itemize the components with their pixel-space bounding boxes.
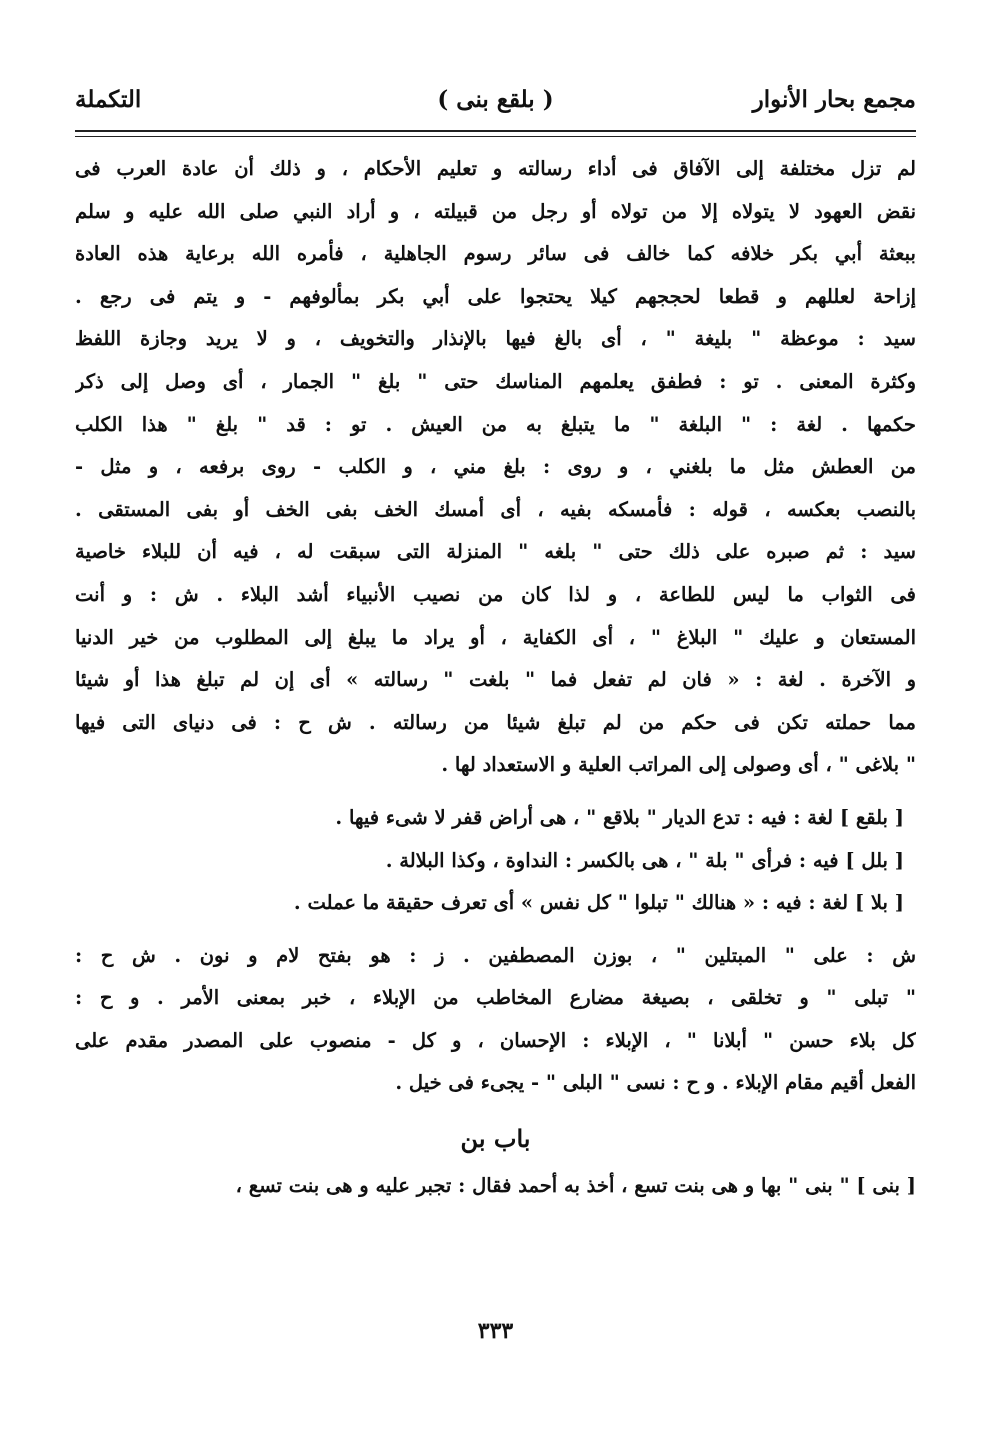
spacer: [75, 787, 916, 797]
book-title: مجمع بحار الأنوار: [752, 86, 916, 113]
text-line: فى الثواب ما ليس للطاعة ، و لذا كان من نصيب الأنبياء أشد البلاء . ش : و أنت: [75, 582, 916, 606]
text-line: من العطش مثل ما بلغني ، و روى : بلغ مني ، و الكلب - روى برفعه ، و مثل -: [75, 455, 916, 479]
dictionary-entry: [ بنى ] " بنى " بها و هى بنت تسع ، أخذ به أحمد فقال : تجبر عليه و هى بنت تسع ،: [235, 1174, 916, 1198]
text-line: " تبلى " و تخلقى ، بصيغة مضارع المخاطب من الإبلاء ، خبر بمعنى الأمر . و ح :: [75, 986, 916, 1010]
paragraph-main: [75, 148, 916, 787]
paragraph-secondary: [75, 935, 916, 1105]
header-rule-thin: [75, 136, 916, 137]
text-line: حكمها . لغة : " البلغة " ما يتبلغ به من العيش . تو : قد " بلغ " هذا الكلب: [75, 412, 916, 436]
page-keywords: ( بلقع بنى ): [437, 86, 554, 113]
entries-list: [75, 797, 916, 925]
text-line: وكثرة المعنى . تو : فطفق يعلمهم المناسك حتى " بلغ " الجمار ، أى وصل إلى ذكر: [75, 369, 916, 393]
text-line: سيد : موعظة " بليغة " ، أى بالغ فيها بالإنذار والتخويف ، و لا يريد وجازة اللفظ: [75, 327, 916, 351]
page-body: [75, 148, 916, 1208]
text-line: ببعثة أبي بكر خلافه كما خالف فى سائر رسوم الجاهلية ، فأمره الله برعاية هذه العادة: [75, 242, 916, 266]
text-line: و الآخرة . لغة : « فان لم تفعل فما " بلغت " رسالته » أى إن لم تبلغ هذا أو شيئا: [75, 668, 916, 692]
dictionary-entry: [ بلقع ] لغة : فيه : تدع الديار " بلاقع " ، هى أراض قفر لا شىء فيها .: [335, 805, 904, 829]
text-line: كل بلاء حسن " أبلانا " ، الإبلاء : الإحسان ، و كل - منصوب على المصدر مقدم على: [75, 1028, 916, 1052]
text-line: الفعل أقيم مقام الإبلاء . و ح : نسى " البلى " - يجىء فى خيل .: [395, 1071, 916, 1095]
dictionary-entry: [ بلل ] فيه : فرأى " بلة " ، هى بالكسر : النداوة ، وكذا البلالة .: [385, 848, 904, 872]
text-line: ش : على " المبتلين " ، بوزن المصطفين . ز : هو بفتح لام و نون . ش ح :: [75, 943, 916, 967]
text-line: بالنصب بعكسه ، قوله : فأمسكه بفيه ، أى أمسك الخف بفى الخف أو بفى المستقى .: [75, 497, 916, 521]
text-line: لم تزل مختلفة إلى الآفاق فى أداء رسالته و تعليم الأحكام ، و ذلك أن عادة العرب فى: [75, 157, 916, 180]
section-heading: باب بن: [460, 1124, 531, 1154]
section-title: التكملة: [75, 86, 142, 113]
text-line: إزاحة لعللهم و قطعا لحججهم كيلا يحتجوا على أبي بكر بمألوفهم - و يتم فى رجع .: [75, 284, 916, 308]
page-number: ٣٣٣: [477, 1318, 514, 1344]
dictionary-entry: [ بلا ] لغة : فيه : « هنالك " تبلوا " كل نفس » أى تعرف حقيقة ما عملت .: [293, 891, 904, 915]
running-header: [75, 76, 916, 124]
text-line: نقض العهود لا يتولاه إلا من تولاه أو رجل من قبيلته ، و أراد النبي صلى الله عليه و سلم: [75, 199, 916, 223]
text-line: مما حملته تكن فى حكم من لم تبلغ شيئا من رسالته . ش ح : فى دنياى التى فيها: [75, 710, 916, 734]
header-rule-thick: [75, 130, 916, 132]
text-line: سيد : ثم صبره على ذلك حتى " بلغه " المنزلة التى سبقت له ، فيه أن للبلاء خاصية: [75, 540, 916, 564]
text-line: المستعان و عليك " البلاغ " ، أى الكفاية ، أو يراد ما يبلغ إلى المطلوب من خير الدنيا: [75, 625, 916, 649]
text-line: " بلاغى " ، أى وصولى إلى المراتب العلية و الاستعداد لها .: [441, 753, 916, 777]
spacer: [75, 925, 916, 935]
